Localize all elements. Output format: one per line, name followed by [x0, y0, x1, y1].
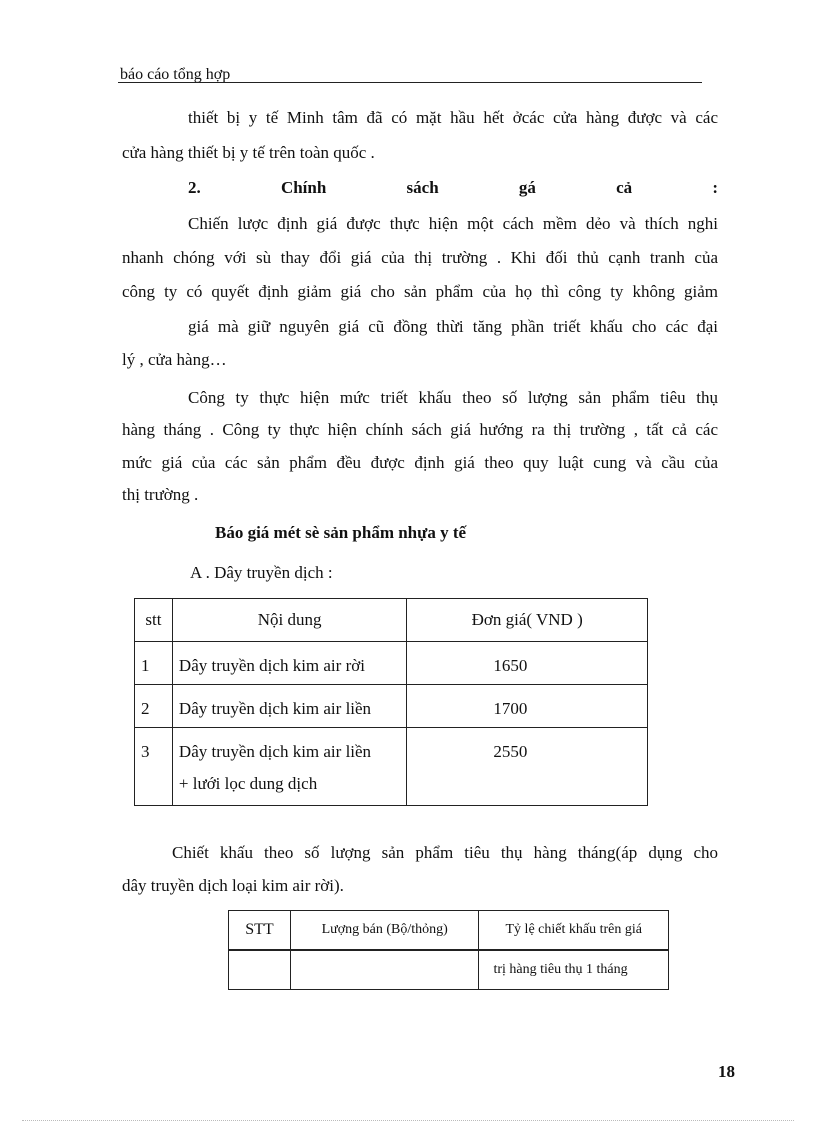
paragraph-line: thiết bị y tế Minh tâm đã có mặt hầu hết ởcác cửa hàng được và các [188, 108, 718, 127]
row-content: Dây truyền dịch kim air liền [172, 685, 406, 728]
paragraph-line: Chiết khấu theo số lượng sản phẩm tiêu thụ hàng tháng(áp dụng cho [172, 843, 718, 862]
paragraph-line: cửa hàng thiết bị y tế trên toàn quốc . [122, 143, 375, 162]
table-row [135, 685, 648, 728]
row-price: 2550 [407, 728, 648, 806]
table-row [135, 642, 648, 685]
row-stt: 2 [135, 685, 173, 728]
header-divider [118, 82, 702, 83]
section-word: : [712, 178, 718, 197]
paragraph-line: hàng tháng . Công ty thực hiện chính sách giá hướng ra thị trường , tất cả các [122, 420, 718, 439]
table-cell [229, 950, 291, 990]
column-header: STT [229, 911, 291, 951]
price-table [134, 598, 648, 806]
paragraph-line: lý , cửa hàng… [122, 350, 227, 369]
section-heading-pricing-policy [188, 178, 718, 198]
paragraph-line: nhanh chóng với sù thay đổi giá của thị trường . Khi đối thủ cạnh tranh của [122, 248, 718, 267]
page-bottom-border [22, 1120, 794, 1121]
row-content [172, 728, 406, 806]
discount-table [228, 910, 669, 990]
section-word: cả [616, 178, 633, 197]
paragraph-line: giá mà giữ nguyên giá cũ đồng thừi tăng phần triết khấu cho các đại [188, 317, 718, 336]
section-word: Chính [280, 178, 327, 197]
row-content-line: Dây truyền dịch kim air liền [178, 742, 372, 761]
paragraph-line: Công ty thực hiện mức triết khấu theo số lượng sản phẩm tiêu thụ [188, 388, 718, 407]
row-price: 1650 [407, 642, 648, 685]
paragraph-line: công ty có quyết định giảm giá cho sản phẩm của họ thì công ty không giảm [122, 282, 718, 301]
column-header: Nội dung [172, 599, 406, 642]
page-header-title: báo cáo tổng hợp [120, 66, 231, 83]
paragraph-line: thị trường . [122, 485, 199, 504]
section-number: 2. [188, 178, 201, 197]
paragraph-line: dây truyền dịch loại kim air rời). [122, 876, 344, 895]
column-header: stt [135, 599, 173, 642]
section-word: gá [518, 178, 536, 197]
table-header-row [229, 911, 669, 951]
row-price: 1700 [407, 685, 648, 728]
table-cell: trị hàng tiêu thụ 1 tháng [479, 950, 669, 990]
column-header: Đơn giá( VND ) [407, 599, 648, 642]
table-cell [290, 950, 479, 990]
price-list-heading: Báo giá mét sè sản phẩm nhựa y tế [215, 523, 467, 542]
section-word: sách [406, 178, 439, 197]
paragraph-line: mức giá của các sản phẩm đều được định giá theo quy luật cung và cầu của [122, 453, 718, 472]
table-header-row [135, 599, 648, 642]
column-header: Lượng bán (Bộ/thỏng) [290, 911, 479, 951]
column-header: Tỷ lệ chiết khấu trên giá [479, 911, 669, 951]
row-stt: 3 [135, 728, 173, 806]
row-content: Dây truyền dịch kim air rời [172, 642, 406, 685]
row-content-line: + lưới lọc dung dịch [178, 774, 318, 793]
table-row [135, 728, 648, 806]
page-number: 18 [718, 1062, 735, 1081]
paragraph-line: Chiến lược định giá được thực hiện một cách mềm dẻo và thích nghi [188, 214, 718, 233]
table-row [229, 950, 669, 990]
row-stt: 1 [135, 642, 173, 685]
subsection-heading: A . Dây truyền dịch : [190, 563, 333, 582]
